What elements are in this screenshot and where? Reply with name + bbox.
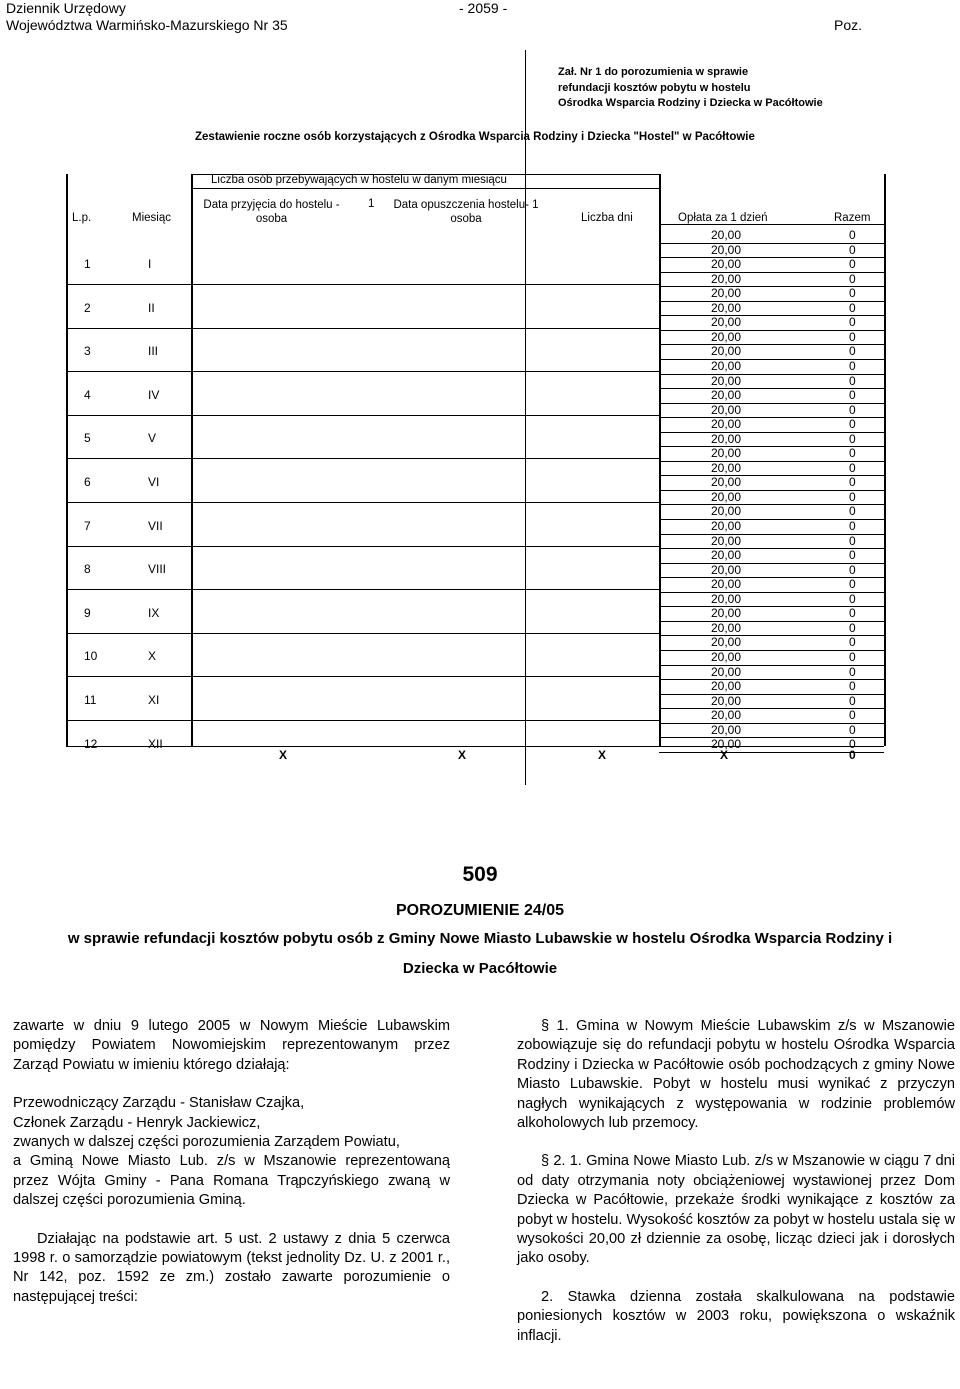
summary-cell: X	[598, 748, 607, 762]
summary-cell: X	[458, 748, 467, 762]
paragraph-1: § 1. Gmina w Nowym Mieście Lubawskim z/s w Mszanowie zobowiązuje się do refundacji pobytu w hostelu Ośrodka Wsparcia Rodziny i Dziecka w Pacółtowie osób pochodzących z gminy Nowe Miasto Lubawskie. Pobyt w hostelu musi wynikać z przyczyn nagłych wynikających z występowania w rodzinie problemów alkoholowych lub przemocy.	[517, 1018, 955, 1132]
row-lp: 3	[84, 344, 91, 359]
total-cell: 0	[849, 315, 856, 330]
total-cell: 0	[849, 460, 856, 475]
row-lp: 4	[84, 387, 91, 402]
row-month: VIII	[148, 562, 167, 577]
right-column	[517, 1017, 955, 1346]
fee-cell: 20,00	[711, 475, 742, 490]
month-row-line	[66, 589, 659, 590]
fee-cell: 20,00	[711, 271, 742, 286]
total-cell: 0	[849, 533, 856, 548]
total-cell: 0	[849, 228, 856, 242]
position-label: Poz.	[834, 17, 863, 33]
total-cell: 0	[849, 388, 856, 403]
annex-title-line: Zał. Nr 1 do porozumienia w sprawie	[558, 66, 749, 78]
total-cell: 0	[849, 271, 856, 286]
group-header: Liczba osób przebywających w hostelu w danym miesiącu	[211, 174, 507, 186]
legal-basis: Działając na podstawie art. 5 ust. 2 ustawy z dnia 5 czerwca 1998 r. o samorządzie powiatowym (tekst jednolity Dz. U. z 2001 r., Nr 142, poz. 1592 ze zm.) zostało zawarte porozumienie o następującej treści:	[13, 1230, 450, 1305]
fee-cell: 20,00	[711, 489, 742, 504]
total-cell: 0	[849, 679, 856, 694]
total-cell: 0	[849, 519, 856, 533]
row-month: V	[148, 431, 157, 446]
annex-table	[66, 174, 884, 762]
page-number: - 2059 -	[459, 0, 508, 16]
fee-cell: 20,00	[711, 664, 742, 679]
total-cell: 0	[849, 620, 856, 635]
col-lp: L.p.	[72, 212, 92, 224]
fee-cell: 20,00	[711, 431, 742, 446]
party-gmina: a Gminą Nowe Miasto Lub. z/s w Mszanowie reprezentowaną przez Wójta Gminy - Pana Romana Trąpczyńskiego zwaną w dalszej części porozumienia Gminą.	[13, 1153, 450, 1209]
month-row-line	[66, 328, 659, 329]
row-month: IV	[148, 387, 160, 402]
month-row-line	[66, 633, 659, 634]
paragraph-2: § 2. 1. Gmina Nowe Miasto Lub. z/s w Mszanowie w ciągu 7 dni od daty otrzymania noty obciążeniowej wystawionej przez Dom Dziecka w Pacółtowie, przekaże środki wynikające z kosztów za pobyt w hostelu. Wysokość kosztów za pobyt w hostelu ustala się w wysokości 20,00 zł dziennie za osobę, licząc dzieci jak i dorosłych jako osoby.	[517, 1153, 955, 1267]
row-month: XI	[148, 693, 160, 707]
row-month: VII	[148, 518, 163, 533]
fee-cell: 20,00	[711, 533, 742, 548]
month-row-line	[66, 458, 659, 459]
annex-title-line: Ośrodka Wsparcia Rodziny i Dziecka w Pacółtowie	[558, 97, 823, 109]
total-cell: 0	[849, 548, 856, 563]
fee-cell: 20,00	[711, 548, 742, 563]
month-row-line	[66, 415, 659, 416]
row-lp: 12	[84, 736, 98, 751]
col-admission: Data przyjęcia do hostelu - osoba	[203, 199, 340, 225]
left-column	[13, 1017, 450, 1307]
total-cell: 0	[849, 606, 856, 621]
row-month: IX	[148, 605, 160, 620]
summary-cell: X	[720, 748, 729, 762]
total-cell: 0	[849, 737, 856, 752]
total-cell: 0	[849, 242, 856, 257]
row-month: XII	[148, 736, 163, 751]
fee-cell: 20,00	[711, 446, 742, 461]
total-cell: 0	[849, 329, 856, 344]
fee-cell: 20,00	[711, 722, 742, 737]
total-cell: 0	[849, 402, 856, 417]
annex-title	[558, 65, 823, 112]
total-cell: 0	[849, 708, 856, 723]
total-cell: 0	[849, 591, 856, 606]
board-member: Członek Zarządu - Henryk Jackiewicz,	[13, 1114, 261, 1131]
row-month: III	[148, 344, 159, 359]
fee-cell: 20,00	[711, 649, 742, 664]
fee-cell: 20,00	[711, 286, 742, 301]
col-one: 1	[368, 198, 375, 210]
total-cell: 0	[849, 635, 856, 650]
row-lp: 6	[84, 475, 91, 489]
annex-title-line: refundacji kosztów pobytu w hostelu	[558, 81, 751, 94]
total-cell: 0	[849, 417, 856, 432]
fee-cell: 20,00	[711, 620, 742, 635]
journal-title: Dziennik Urzędowy	[6, 0, 126, 16]
fee-cell: 20,00	[711, 635, 742, 650]
annex-caption: Zestawienie roczne osób korzystających z Ośrodka Wsparcia Rodziny i Dziecka "Hostel" w Pacółtowie	[195, 131, 755, 143]
month-row-line	[66, 371, 659, 372]
table-bottom-line	[66, 746, 884, 747]
fee-cell: 20,00	[711, 737, 742, 752]
paragraph-2-2: 2. Stawka dzienna została skalkulowana na podstawie poniesionych kosztów w 2003 roku, powiększona o wskaźnik inflacji.	[517, 1288, 955, 1344]
row-lp: 10	[84, 649, 98, 664]
total-cell: 0	[849, 664, 856, 679]
total-cell: 0	[849, 257, 856, 272]
month-row-line	[66, 720, 659, 721]
row-lp: 9	[84, 605, 91, 620]
col-month: Miesiąc	[132, 212, 171, 224]
fee-cell: 20,00	[711, 417, 742, 432]
fee-cell: 20,00	[711, 562, 742, 577]
fee-cell: 20,00	[711, 358, 742, 373]
fee-cell: 20,00	[711, 708, 742, 723]
total-cell: 0	[849, 431, 856, 446]
summary-cell: 0	[849, 748, 856, 762]
total-cell: 0	[849, 344, 856, 359]
total-cell: 0	[849, 489, 856, 504]
fee-cell: 20,00	[711, 402, 742, 417]
total-cell: 0	[849, 693, 856, 708]
fee-cell: 20,00	[711, 242, 742, 257]
document-title: POROZUMIENIE 24/05	[395, 902, 565, 919]
row-lp: 2	[84, 300, 91, 315]
summary-cell: X	[279, 748, 288, 762]
row-month: X	[148, 649, 157, 664]
row-lp: 7	[84, 518, 91, 533]
fee-cell: 20,00	[711, 577, 742, 592]
preamble: zawarte w dniu 9 lutego 2005 w Nowym Mieście Lubawskim pomiędzy Powiatem Nowomiejskim reprezentowanym przez Zarząd Powiatu w imieniu którego działają:	[13, 1018, 450, 1073]
document-subtitle-cont: Dziecka w Pacółtowie	[402, 960, 558, 977]
total-cell: 0	[849, 358, 856, 373]
row-month: I	[148, 257, 152, 271]
total-cell: 0	[849, 300, 856, 315]
col-fee: Opłata za 1 dzień	[678, 212, 768, 224]
fee-cell: 20,00	[711, 373, 742, 388]
row-lp: 1	[84, 257, 91, 271]
month-row-line	[66, 284, 659, 285]
month-row-line	[66, 676, 659, 677]
col-departure: Data opuszczenia hostelu- 1 osoba	[393, 199, 539, 225]
fee-cell: 20,00	[711, 679, 742, 694]
party-powiat: zwanych w dalszej części porozumienia Zarządem Powiatu,	[13, 1134, 400, 1151]
total-cell: 0	[849, 373, 856, 388]
document-subtitle: w sprawie refundacji kosztów pobytu osób z Gminy Nowe Miasto Lubawskie w hostelu Ośrodka Wsparcia Rodziny i	[67, 930, 893, 947]
month-row-line	[66, 502, 659, 503]
total-cell: 0	[849, 562, 856, 577]
fee-cell: 20,00	[711, 460, 742, 475]
fee-cell: 20,00	[711, 300, 742, 315]
row-month: II	[148, 300, 155, 315]
total-cell: 0	[849, 577, 856, 592]
total-cell: 0	[849, 722, 856, 737]
journal-voivodeship: Województwa Warmińsko-Mazurskiego Nr 35	[6, 17, 288, 33]
fee-cell: 20,00	[711, 591, 742, 606]
fee-cell: 20,00	[711, 693, 742, 708]
fee-cell: 20,00	[711, 257, 742, 272]
row-month: VI	[148, 475, 160, 489]
fee-cell: 20,00	[711, 329, 742, 344]
fee-cell: 20,00	[711, 344, 742, 359]
total-cell: 0	[849, 475, 856, 490]
fee-cell: 20,00	[711, 519, 742, 533]
fee-cell: 20,00	[711, 315, 742, 330]
total-cell: 0	[849, 446, 856, 461]
document-number: 509	[462, 863, 498, 886]
fee-cell: 20,00	[711, 606, 742, 621]
row-lp: 8	[84, 562, 91, 577]
fee-cell: 20,00	[711, 228, 742, 242]
chairman: Przewodniczący Zarządu - Stanisław Czajka,	[13, 1095, 305, 1112]
month-row-line	[66, 546, 659, 547]
total-cell: 0	[849, 649, 856, 664]
col-total: Razem	[834, 212, 871, 224]
row-lp: 5	[84, 431, 91, 446]
total-cell: 0	[849, 504, 856, 519]
row-lp: 11	[84, 693, 97, 707]
total-cell: 0	[849, 286, 856, 301]
col-days: Liczba dni	[581, 212, 633, 224]
fee-cell: 20,00	[711, 504, 742, 519]
fee-cell: 20,00	[711, 388, 742, 403]
